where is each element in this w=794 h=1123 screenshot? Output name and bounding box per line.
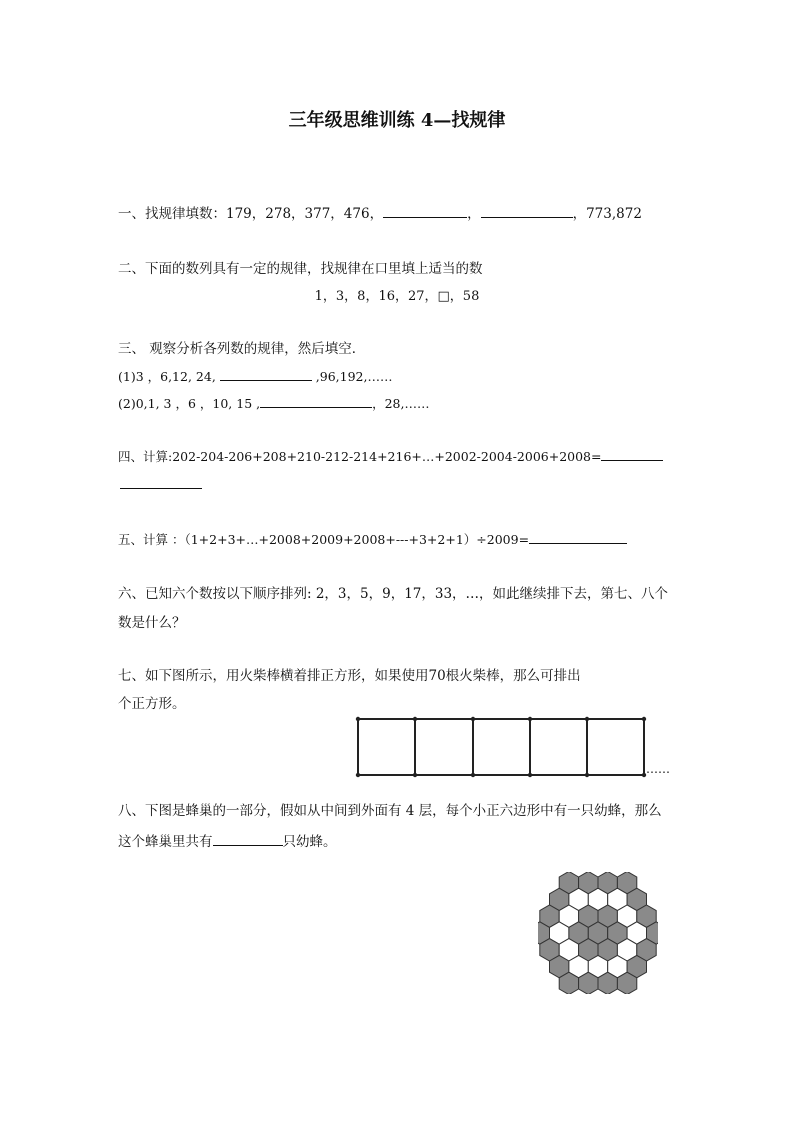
q3-item1-a: (1)3 ，6,12, 24, [118,369,216,384]
q7-line-2: 个正方形。 [118,696,186,712]
q3-item1-blank[interactable] [220,366,312,381]
q7-dots: …… [646,762,670,776]
q3-item1-b: ,96,192,…… [315,369,393,384]
q1-tail: ，773,872 [572,206,642,222]
q1-text: 一、找规律填数：179，278，377，476， [118,206,384,222]
q8-line2-a: 这个蜂巢里共有 [118,834,213,850]
q1-sep: ， [467,206,481,222]
question-4 [118,446,663,465]
q3-item2-a: (2)0,1, 3 ，6 ，10, 15 , [118,396,261,411]
matchstick-outline [358,719,644,775]
question-5 [118,529,627,548]
q5-text: 五、计算 ：（1+2+3+…+2008+2009+2008+---+3+2+1）÷2009= [118,532,530,547]
question-1 [118,202,642,222]
q6-line-1: 六、已知六个数按以下顺序排列: 2，3，5，9，17，33，…，如此继续排下去，第七、八个 [118,586,669,602]
q4-blank-2[interactable] [120,488,202,489]
page-title: 三年级思维训练 4—找规律 [288,110,506,131]
q2-sequence: 1，3，8，16，27，□，58 [314,289,480,304]
q8-line-1: 八、下图是蜂巢的一部分，假如从中间到外面有 4 层，每个小正六边形中有一只幼蜂，那么 [118,803,662,819]
q5-blank[interactable] [529,529,627,544]
honeycomb-figure [538,872,658,994]
q1-blank-1[interactable] [383,203,467,218]
q6-line-2: 数是什么？ [118,615,186,631]
q7-line-1: 七、如下图所示，用火柴棒横着排正方形，如果使用70根火柴棒，那么可排出 [118,668,581,684]
q8-blank[interactable] [213,831,283,846]
q4-text: 四、计算:202-204-206+208+210-212-214+216+…+2002-2004-2006+2008= [118,449,602,464]
q8-line-2 [118,830,337,850]
matchstick-squares-figure [352,712,682,782]
q3-line-1: 三、 观察分析各列数的规律，然后填空． [118,341,366,357]
q8-line2-b: 只幼蜂。 [282,834,337,850]
q3-item2-blank[interactable] [260,393,372,408]
q3-item2-b: ，28,…… [372,396,430,411]
q4-blank-1[interactable] [601,446,663,461]
q1-blank-2[interactable] [481,203,573,218]
q3-item-1 [118,366,392,385]
q2-line-1: 二、下面的数列具有一定的规律，找规律在口里填上适当的数 [118,261,483,277]
q3-item-2 [118,393,429,412]
